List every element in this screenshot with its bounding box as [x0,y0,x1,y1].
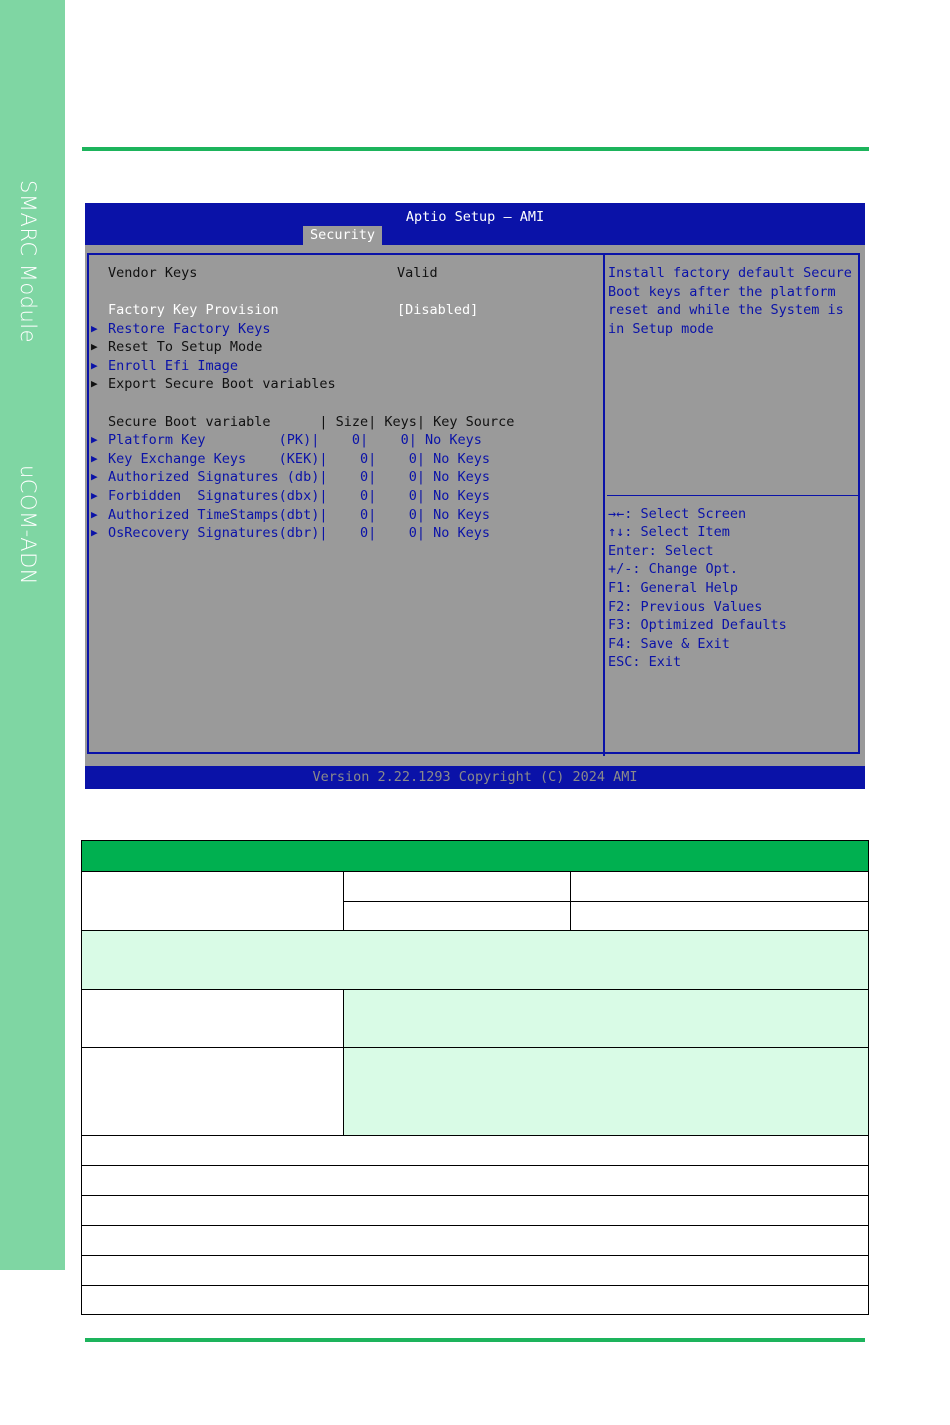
key-help-f4: F4: Save & Exit [608,636,730,652]
side-band [0,0,65,1270]
restore-factory-keys-item[interactable]: Restore Factory Keys [108,321,271,337]
bios-header [85,203,865,245]
table-row [81,1285,869,1315]
table-cell [81,1047,344,1136]
submenu-arrow-icon: ▶ [91,489,98,502]
submenu-arrow-icon: ▶ [91,340,98,353]
table-cell [570,871,869,902]
vendor-keys-value: Valid [397,265,438,281]
key-help-select-item: ↑↓: Select Item [608,524,730,540]
key-help-f2: F2: Previous Values [608,599,763,615]
authorized-signatures-item[interactable]: Authorized Signatures (db)| 0| 0| No Keys [108,469,491,485]
table-cell [81,871,344,931]
submenu-arrow-icon: ▶ [91,322,98,335]
submenu-arrow-icon: ▶ [91,433,98,446]
table-cell [81,989,344,1048]
table-cell [570,901,869,931]
bios-footer: Version 2.22.1293 Copyright (C) 2024 AMI [85,766,865,789]
side-title-bottom: uCOM-ADN [16,465,40,585]
enroll-efi-image-item[interactable]: Enroll Efi Image [108,358,239,374]
bios-title: Aptio Setup – AMI [405,209,545,225]
table-cell [343,1047,869,1136]
factory-key-provision-value[interactable]: [Disabled] [397,302,479,318]
submenu-arrow-icon: ▶ [91,470,98,483]
key-help-select-screen: →←: Select Screen [608,506,747,522]
submenu-arrow-icon: ▶ [91,377,98,390]
key-help-f3: F3: Optimized Defaults [608,617,787,633]
bios-divider-horizontal [607,495,859,496]
bios-divider-vertical [603,255,605,756]
key-help-f1: F1: General Help [608,580,739,596]
table-cell [343,989,869,1048]
table-row [81,1195,869,1226]
bottom-rule [85,1338,865,1342]
vendor-keys-label: Vendor Keys [108,265,198,281]
table-row [81,1135,869,1166]
submenu-arrow-icon: ▶ [91,452,98,465]
key-help-enter: Enter: Select [608,543,714,559]
table-cell [343,871,571,902]
submenu-arrow-icon: ▶ [91,508,98,521]
submenu-arrow-icon: ▶ [91,359,98,372]
platform-key-item[interactable]: Platform Key (PK)| 0| 0| No Keys [108,432,482,448]
submenu-arrow-icon: ▶ [91,526,98,539]
table-row [81,1165,869,1196]
top-rule [82,147,869,151]
side-title-top: SMARC Module [16,180,40,344]
table-header-row [81,840,869,872]
table-row [81,1225,869,1256]
table-cell [343,901,571,931]
key-exchange-keys-item[interactable]: Key Exchange Keys (KEK)| 0| 0| No Keys [108,451,491,467]
export-secure-boot-variables-item[interactable]: Export Secure Boot variables [108,376,336,392]
factory-key-provision-label[interactable]: Factory Key Provision [108,302,279,318]
table-row [81,1255,869,1286]
settings-table [81,840,869,1315]
table-row [81,930,869,990]
authorized-timestamps-item[interactable]: Authorized TimeStamps(dbt)| 0| 0| No Keys [108,507,491,523]
key-help-esc: ESC: Exit [608,654,682,670]
bios-screen [85,203,865,789]
help-text-line: Install factory default Secure [608,265,852,281]
forbidden-signatures-item[interactable]: Forbidden Signatures(dbx)| 0| 0| No Keys [108,488,491,504]
help-text-line: reset and while the System is [608,302,844,318]
help-text-line: in Setup mode [608,321,714,337]
help-text-line: Boot keys after the platform [608,284,836,300]
reset-to-setup-mode-item[interactable]: Reset To Setup Mode [108,339,263,355]
tab-security[interactable]: Security [303,226,382,245]
osrecovery-signatures-item[interactable]: OsRecovery Signatures(dbr)| 0| 0| No Keys [108,525,491,541]
key-help-change-opt: +/-: Change Opt. [608,561,739,577]
secure-boot-table-header: Secure Boot variable | Size| Keys| Key Source [108,414,515,430]
